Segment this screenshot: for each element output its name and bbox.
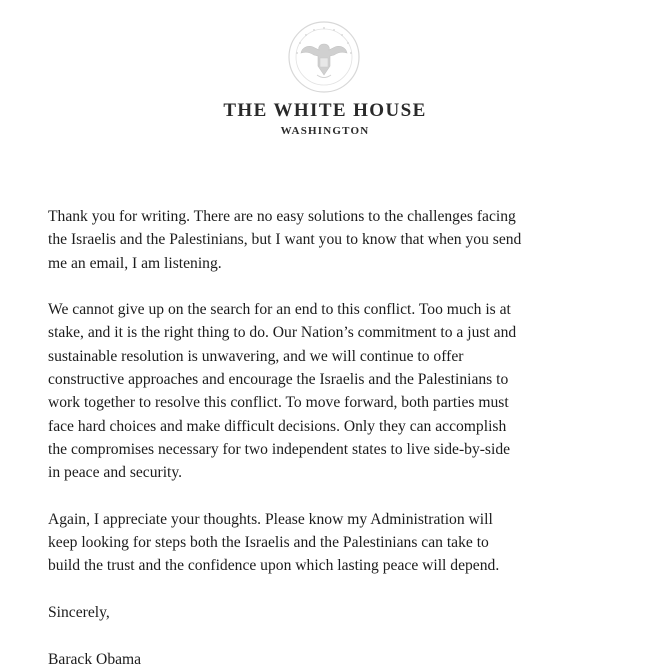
text-line: work together to resolve this conflict. To move forward, both parties must	[48, 394, 509, 412]
closing: Sincerely,	[48, 604, 110, 622]
letterhead-subtitle: WASHINGTON	[280, 125, 370, 137]
text-line: stake, and it is the right thing to do. Our Nation’s commitment to a just and	[48, 324, 517, 342]
text-line: face hard choices and make difficult decisions. Only they can accomplish	[48, 417, 507, 435]
letter-body	[48, 205, 648, 671]
text-line: keep looking for steps both the Israelis and the Palestinians can take to	[48, 534, 489, 552]
text-line: the Israelis and the Palestinians, but I want you to know that when you send	[48, 231, 522, 249]
text-line: constructive approaches and encourage the Israelis and the Palestinians to	[48, 371, 509, 389]
text-line: sustainable resolution is unwavering, and we will continue to offer	[48, 347, 464, 365]
text-line: build the trust and the confidence upon which lasting peace will depend.	[48, 557, 500, 575]
paragraph-1	[48, 205, 648, 275]
signer-name: Barack Obama	[48, 650, 142, 668]
text-line: Again, I appreciate your thoughts. Please know my Administration will	[48, 510, 493, 528]
text-line: Thank you for writing. There are no easy solutions to the challenges facing	[48, 208, 516, 225]
text-line: me an email, I am listening.	[48, 254, 222, 272]
paragraph-2	[48, 298, 648, 484]
letterhead-title: THE WHITE HOUSE	[223, 100, 427, 121]
text-line: the compromises necessary for two independent states to live side-by-side	[48, 440, 511, 458]
paragraph-3	[48, 508, 648, 578]
text-line: in peace and security.	[48, 464, 183, 482]
text-line: We cannot give up on the search for an end to this conflict. Too much is at	[48, 301, 511, 319]
presidential-seal-icon	[287, 20, 361, 94]
